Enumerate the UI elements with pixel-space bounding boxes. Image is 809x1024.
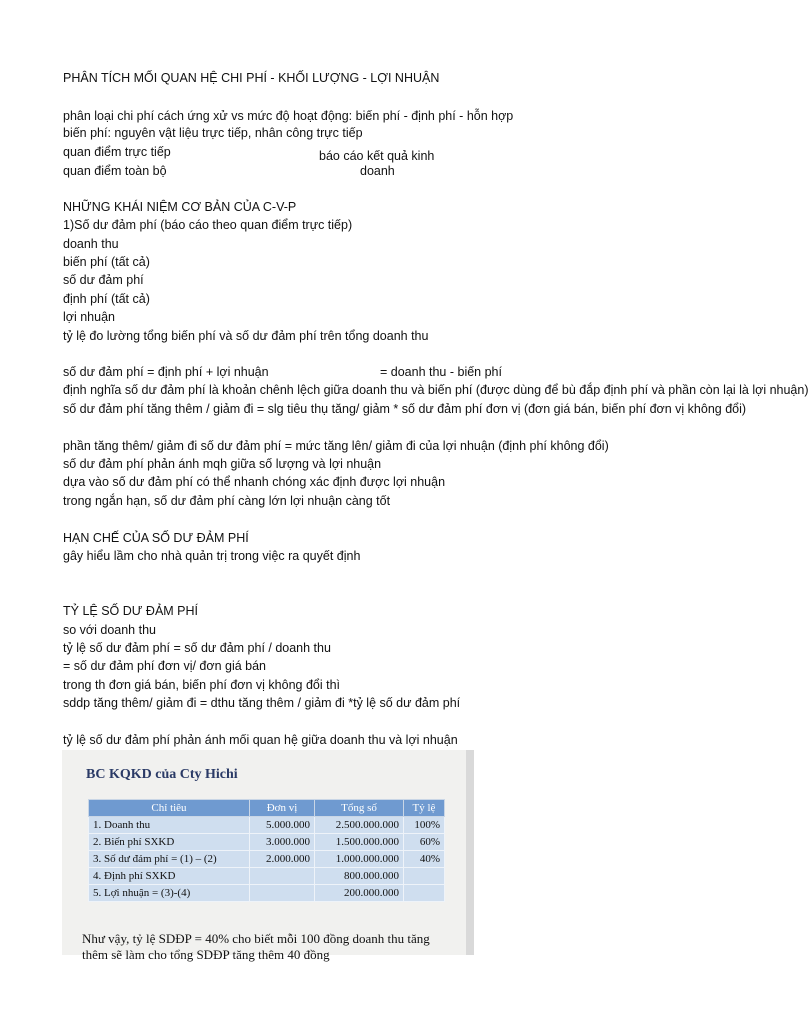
text-line: tỷ lệ số dư đảm phí phản ánh mối quan hệ giữa doanh thu và lợi nhuận	[63, 733, 458, 747]
table-cell: 5. Lợi nhuận = (3)-(4)	[89, 885, 250, 902]
text-line: biến phí: nguyên vật liệu trực tiếp, nhân công trực tiếp	[63, 126, 363, 140]
table-cell: 800.000.000	[315, 868, 404, 885]
heading-cvp-analysis: PHÂN TÍCH MỐI QUAN HỆ CHI PHÍ - KHỐI LƯỢNG - LỢI NHUẬN	[63, 71, 440, 85]
table-row	[89, 817, 445, 834]
table-cell: 1.500.000.000	[315, 834, 404, 851]
col-header: Đơn vị	[250, 800, 315, 817]
text-line: phân loại chi phí cách ứng xử vs mức độ hoạt động: biến phí - định phí - hỗn hợp	[63, 109, 514, 123]
text-line: doanh thu	[63, 237, 119, 251]
heading-limitations: HẠN CHẾ CỦA SỐ DƯ ĐẢM PHÍ	[63, 531, 249, 545]
col-header: Tỷ lệ	[404, 800, 445, 817]
equals-revenue-minus-variable: = doanh thu - biến phí	[380, 365, 502, 379]
text-line: lợi nhuận	[63, 310, 115, 324]
text-line: sddp tăng thêm/ giảm đi = dthu tăng thêm / giảm đi *tỷ lệ số dư đảm phí	[63, 696, 461, 710]
table-cell: 2.500.000.000	[315, 817, 404, 834]
table-header-row	[89, 800, 445, 817]
text-line: quan điểm toàn bộ	[63, 164, 167, 178]
text-line: biến phí (tất cả)	[63, 255, 150, 269]
report-label-line1: báo cáo kết quả kinh	[319, 149, 435, 163]
table-row	[89, 868, 445, 885]
text-line: tỷ lệ đo lường tổng biến phí và số dư đảm phí trên tổng doanh thu	[63, 329, 429, 343]
table-cell	[404, 885, 445, 902]
text-line: dựa vào số dư đảm phí có thể nhanh chóng xác định được lợi nhuận	[63, 475, 446, 489]
col-header: Chỉ tiêu	[89, 800, 250, 817]
text-line: trong ngắn hạn, số dư đảm phí càng lớn lợi nhuận càng tốt	[63, 494, 391, 508]
image-note-line2: thêm sẽ làm cho tổng SDĐP tăng thêm 40 đồng	[82, 947, 330, 962]
text-line: số dư đảm phí tăng thêm / giảm đi = slg tiêu thụ tăng/ giảm * số dư đảm phí đơn vị (đơn giá bán, biến phí đơn vị không đổi)	[63, 402, 747, 416]
text-line: số dư đảm phí	[63, 273, 144, 287]
table-cell: 40%	[404, 851, 445, 868]
table-cell	[250, 885, 315, 902]
text-line: trong th đơn giá bán, biến phí đơn vị không đổi thì	[63, 678, 341, 692]
image-title: BC KQKD của Cty Hichi	[86, 767, 238, 782]
image-note-line1: Như vậy, tỷ lệ SDĐP = 40% cho biết mỗi 100 đồng doanh thu tăng	[82, 931, 430, 946]
table-cell: 100%	[404, 817, 445, 834]
income-statement-table	[88, 799, 445, 902]
table-cell: 4. Định phí SXKD	[89, 868, 250, 885]
table-cell	[250, 868, 315, 885]
table-cell: 1.000.000.000	[315, 851, 404, 868]
text-line: 1)Số dư đảm phí (báo cáo theo quan điểm trực tiếp)	[63, 218, 353, 232]
table-cell: 60%	[404, 834, 445, 851]
income-statement-image	[62, 750, 466, 962]
report-label-line2: doanh	[360, 164, 395, 178]
text-line: phần tăng thêm/ giảm đi số dư đảm phí = mức tăng lên/ giảm đi của lợi nhuận (định phí không đổi)	[63, 439, 609, 453]
table-cell: 3. Số dư đảm phí = (1) – (2)	[89, 851, 250, 868]
table-cell	[404, 868, 445, 885]
image-edge-divider	[466, 750, 474, 955]
table-cell: 1. Doanh thu	[89, 817, 250, 834]
text-line: định nghĩa số dư đảm phí là khoản chênh lệch giữa doanh thu và biến phí (được dùng để bù đắp định phí và phần còn lại là lợi nhuận)	[63, 383, 809, 397]
table-cell: 5.000.000	[250, 817, 315, 834]
text-line: số dư đảm phí = định phí + lợi nhuận	[63, 365, 269, 379]
table-row	[89, 851, 445, 868]
text-line: số dư đảm phí phản ánh mqh giữa số lượng và lợi nhuận	[63, 457, 382, 471]
col-header: Tổng số	[315, 800, 404, 817]
table-cell: 3.000.000	[250, 834, 315, 851]
text-line: quan điểm trực tiếp	[63, 145, 171, 159]
text-line: tỷ lệ số dư đảm phí = số dư đảm phí / doanh thu	[63, 641, 331, 655]
table-row	[89, 885, 445, 902]
text-line: gây hiểu lầm cho nhà quản trị trong việc ra quyết định	[63, 549, 361, 563]
table-row	[89, 834, 445, 851]
text-line: định phí (tất cả)	[63, 292, 150, 306]
table-cell: 2.000.000	[250, 851, 315, 868]
table-cell: 200.000.000	[315, 885, 404, 902]
heading-basic-concepts: NHỮNG KHÁI NIỆM CƠ BẢN CỦA C-V-P	[63, 200, 297, 214]
text-line: = số dư đảm phí đơn vị/ đơn giá bán	[63, 659, 267, 673]
table-cell: 2. Biến phí SXKD	[89, 834, 250, 851]
heading-cm-ratio: TỶ LỆ SỐ DƯ ĐẢM PHÍ	[63, 604, 199, 618]
text-line: so với doanh thu	[63, 623, 156, 637]
